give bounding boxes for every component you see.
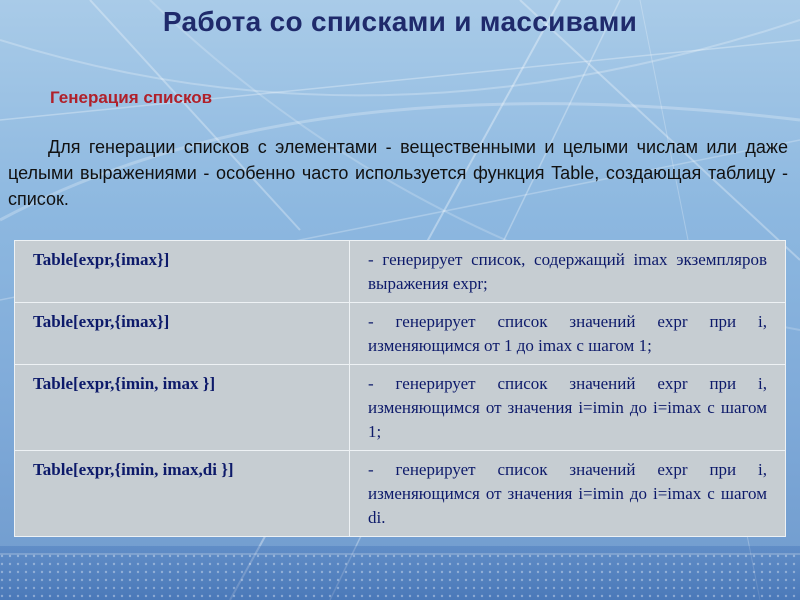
function-table	[14, 240, 786, 537]
syntax-cell: Table[expr,{imin, imax,di }]	[15, 451, 350, 537]
footer-dot-pattern	[0, 546, 800, 600]
slide-title: Работа со списками и массивами	[162, 6, 638, 37]
description-cell: - генерирует список значений expr при i, изменяющимся от значения i=imin до i=imax с шагом 1;	[350, 365, 786, 451]
syntax-cell: Table[expr,{imax}]	[15, 303, 350, 365]
section-heading: Генерация списков	[50, 88, 213, 107]
syntax-cell: Table[expr,{imin, imax }]	[15, 365, 350, 451]
description-cell: - генерирует список значений expr при i, изменяющимся от значения i=imin до i=imax с шагом di.	[350, 451, 786, 537]
table-row	[15, 303, 786, 365]
table-row	[15, 365, 786, 451]
table-row	[15, 241, 786, 303]
description-cell: - генерирует список, содержащий imax экземпляров выражения expr;	[350, 241, 786, 303]
table-row	[15, 451, 786, 537]
syntax-cell: Table[expr,{imax}]	[15, 241, 350, 303]
intro-paragraph: Для генерации списков с элементами - вещественными и целыми числам или даже целыми выражениями - особенно часто используется функция Table, создающая таблицу - список.	[8, 137, 788, 209]
description-cell: - генерирует список значений expr при i, изменяющимся от 1 до imax с шагом 1;	[350, 303, 786, 365]
